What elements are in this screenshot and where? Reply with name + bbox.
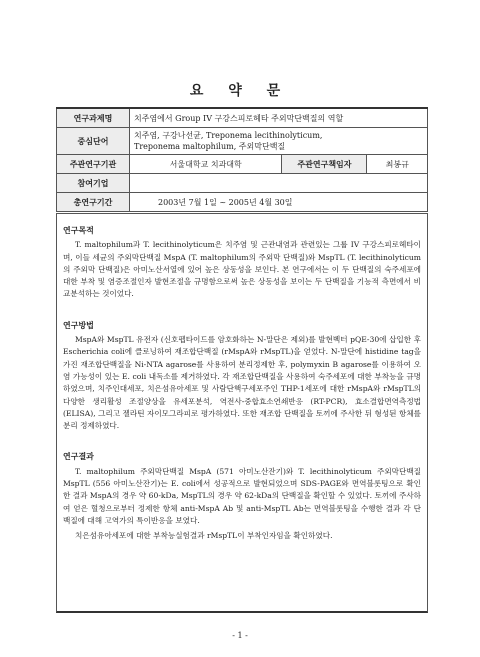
- summary-info-table: [56, 107, 428, 212]
- period-value: 2003년 7월 1일 ~ 2005년 4월 30일: [130, 193, 428, 212]
- participating-value: [130, 174, 428, 193]
- keywords-line-1: 치주염, 구강나선균, Treponema lecithinolyticum,: [134, 131, 323, 140]
- org-label: 주관연구기관: [57, 155, 130, 174]
- period-label: 총연구기간: [57, 193, 130, 212]
- participating-label: 참여기업: [57, 174, 130, 193]
- project-label: 연구과제명: [57, 108, 130, 128]
- methods-heading: 연구방법: [63, 319, 94, 330]
- keywords-label: 중심단어: [57, 128, 130, 155]
- results-text-2: 치은섬유아세포에 대한 부착능실험결과 rMspTL이 부착인자임을 확인하였다.: [75, 531, 333, 541]
- page-title: 요 약 문: [189, 83, 291, 99]
- pi-label: 주관연구책임자: [282, 155, 367, 174]
- page-number: - 1 -: [232, 631, 248, 640]
- results-heading: 연구결과: [63, 451, 94, 462]
- keywords-value: [130, 128, 428, 155]
- project-value: 치주염에서 Group IV 구강스피로헤타 주외막단백질의 역할: [130, 108, 428, 128]
- methods-text: MspA와 MspTL 유전자 (신호펩타이드를 암호화하는 N-말단은 제외)를 발현벡터 pQE-30에 삽입한 후 Escherichia coli에 클로닝하여 재조합단백질 (rMspA와 rMspTL)을 얻었다. N-말단에 histidine tag을 가진 재조합단백질을 Ni-NTA agarose를 사용하여 분리정제한 후, polymyxin B agarose를 이용하여 오염 가능성이 있는 E. coli 내독소를 제거하였다. 각 재조합단백질을 사용하여 숙주세포에 대한 부착능을 규명하였으며, 치주인대세포, 치은섬유아세포 및 사람단핵구세포주인 THP-1세포에 대한 rMspA와 rMspTL의 다양한 생리활성 조절양상을 유세포분석, 역전사-중합효소연쇄반응 (RT-PCR), 효소결합면역측정법 (ELISA), 그리고 젤라틴 자이모그라피로 평가하였다. 또한 재조합 단백질을 토끼에 주사한 뒤 형성된 항체를 분리 정제하였다.: [63, 335, 421, 431]
- org-value: 서울대학교 치과대학: [130, 155, 282, 174]
- purpose-heading: 연구목적: [63, 225, 94, 235]
- keywords-line-2: Treponema maltophilum, 주외막단백질: [134, 142, 286, 151]
- purpose-text: T. maltophilum과 T. lecithinolyticum은 치주염 및 근관내염과 관련있는 그룹 IV 구강스피로헤타이며, 이들 세균의 주외막단백질 MspA (T. maltophilum의 주외막 단백질)와 MspTL (T. lecithinolyticum의 주외막 단백질)은 아미노산서열에 있어 높은 상동성을 보인다. 본 연구에서는 이 두 단백질의 숙주세포에 대한 부착 및 염증조절인자 발현조절을 규명함으로써 높은 상동성을 보이는 두 단백질을 기능적 측면에서 비교분석하는 것이었다.: [63, 240, 421, 299]
- summary-body: [56, 213, 428, 613]
- pi-value: 최봉규: [367, 155, 428, 174]
- results-text: T. maltophilum 주외막단백질 MspA (571 아미노산잔기)와 T. lecithinolyticum 주외막단백질 MspTL (556 아미노산잔기)는 E. coli에서 성공적으로 발현되었으며 SDS-PAGE와 면역블롯팅으로 확인한 결과 MspA의 경우 약 60-kDa, MspTL의 경우 약 62-kDa의 단백질을 확인할 수 있었다. 토끼에 주사하여 얻은 혈청으로부터 정제한 항체 anti-MspA Ab 및 anti-MspTL Ab는 면역블롯팅을 수행한 결과 각 단백질에 대해 고역가의 특이반응을 보였다.: [63, 466, 421, 525]
